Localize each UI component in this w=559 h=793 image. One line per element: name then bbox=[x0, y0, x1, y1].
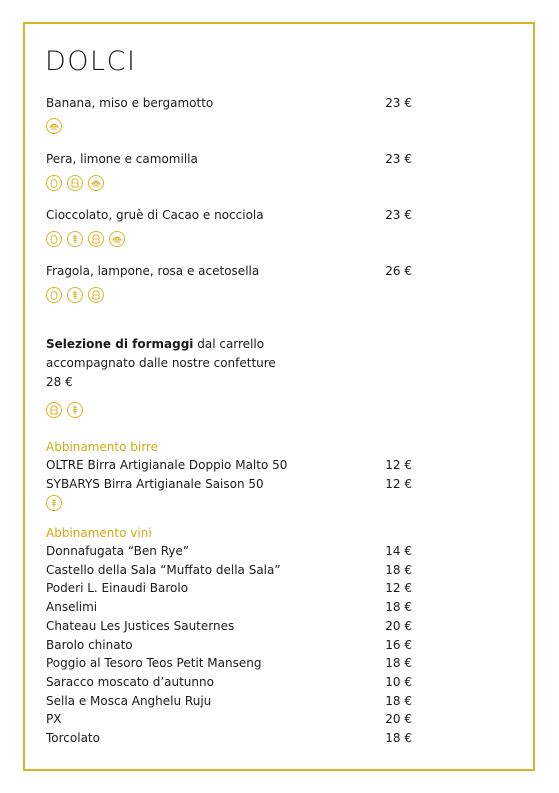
dish-price: 23 € bbox=[385, 152, 412, 166]
dish-name: Pera, limone e camomilla bbox=[46, 152, 198, 166]
list-item bbox=[46, 694, 412, 713]
shell-icon bbox=[109, 231, 125, 247]
list-item bbox=[46, 600, 412, 619]
beer-heading: Abbinamento birre bbox=[46, 440, 159, 454]
shell-icon bbox=[46, 118, 62, 134]
list-item bbox=[46, 656, 412, 675]
wheat-icon bbox=[46, 495, 62, 511]
beer-price: 12 € bbox=[385, 458, 412, 472]
list-item bbox=[46, 675, 412, 694]
wine-name: Poggio al Tesoro Teos Petit Manseng bbox=[46, 656, 262, 671]
wine-price: 14 € bbox=[385, 544, 412, 558]
wine-price: 18 € bbox=[385, 656, 412, 671]
wine-price: 18 € bbox=[385, 693, 412, 708]
wine-price: 20 € bbox=[385, 618, 412, 633]
wine-name: Chateau Les Justices Sauternes bbox=[46, 618, 235, 633]
allergen-icons bbox=[46, 231, 125, 247]
dish-price: 23 € bbox=[385, 96, 412, 110]
cheese-line2: accompagnato dalle nostre confetture bbox=[46, 356, 276, 370]
wine-price: 10 € bbox=[385, 674, 412, 689]
list-item bbox=[46, 563, 412, 582]
wine-price: 18 € bbox=[385, 600, 412, 615]
beer-name: OLTRE Birra Artigianale Doppio Malto 50 bbox=[46, 458, 288, 472]
wine-name: Castello della Sala “Muffato della Sala” bbox=[46, 562, 281, 577]
wheat-icon bbox=[67, 402, 83, 418]
wine-price: 20 € bbox=[385, 712, 412, 727]
beer-name: SYBARYS Birra Artigianale Saison 50 bbox=[46, 477, 264, 491]
wine-name: Anselimi bbox=[46, 600, 98, 615]
dish-name: Cioccolato, gruè di Cacao e nocciola bbox=[46, 208, 264, 222]
wine-price: 12 € bbox=[385, 581, 412, 596]
list-item bbox=[46, 712, 412, 731]
wine-name: Saracco moscato d’autunno bbox=[46, 674, 214, 689]
dish-name: Banana, miso e bergamotto bbox=[46, 96, 214, 110]
allergen-icons bbox=[46, 495, 62, 511]
wine-price: 16 € bbox=[385, 637, 412, 652]
cheese-rest: dal carrello bbox=[193, 337, 265, 351]
list-item bbox=[46, 731, 412, 750]
milk-icon bbox=[88, 231, 104, 247]
egg-icon bbox=[46, 231, 62, 247]
wine-name: Donnafugata “Ben Rye” bbox=[46, 544, 190, 558]
milk-icon bbox=[67, 175, 83, 191]
dish-name: Fragola, lampone, rosa e acetosella bbox=[46, 264, 260, 278]
beer-price: 12 € bbox=[385, 477, 412, 491]
list-item bbox=[46, 477, 412, 496]
list-item bbox=[46, 581, 412, 600]
shell-icon bbox=[88, 175, 104, 191]
milk-icon bbox=[88, 287, 104, 303]
wheat-icon bbox=[67, 231, 83, 247]
list-item bbox=[46, 638, 412, 657]
allergen-icons bbox=[46, 118, 62, 134]
wine-price: 18 € bbox=[385, 562, 412, 577]
list-item bbox=[46, 458, 412, 477]
allergen-icons bbox=[46, 175, 104, 191]
cheese-line1 bbox=[46, 335, 264, 354]
wine-name: Barolo chinato bbox=[46, 637, 133, 652]
cheese-bold: Selezione di formaggi bbox=[46, 337, 194, 351]
list-item bbox=[46, 619, 412, 638]
wine-name: Sella e Mosca Anghelu Ruju bbox=[46, 693, 212, 708]
page-title: DOLCI bbox=[45, 46, 137, 77]
dish-price: 26 € bbox=[385, 264, 412, 278]
wine-name: Poderi L. Einaudi Barolo bbox=[46, 581, 189, 596]
wine-name: Torcolato bbox=[46, 731, 100, 745]
cheese-price: 28 € bbox=[46, 375, 73, 389]
list-item bbox=[46, 544, 412, 563]
egg-icon bbox=[46, 287, 62, 303]
wheat-icon bbox=[67, 287, 83, 303]
allergen-icons bbox=[46, 287, 104, 303]
milk-icon bbox=[46, 402, 62, 418]
wine-heading: Abbinamento vini bbox=[46, 526, 152, 540]
wine-name: PX bbox=[46, 712, 62, 727]
dish-price: 23 € bbox=[385, 208, 412, 222]
wine-price: 18 € bbox=[385, 731, 412, 745]
egg-icon bbox=[46, 175, 62, 191]
allergen-icons bbox=[46, 402, 83, 418]
